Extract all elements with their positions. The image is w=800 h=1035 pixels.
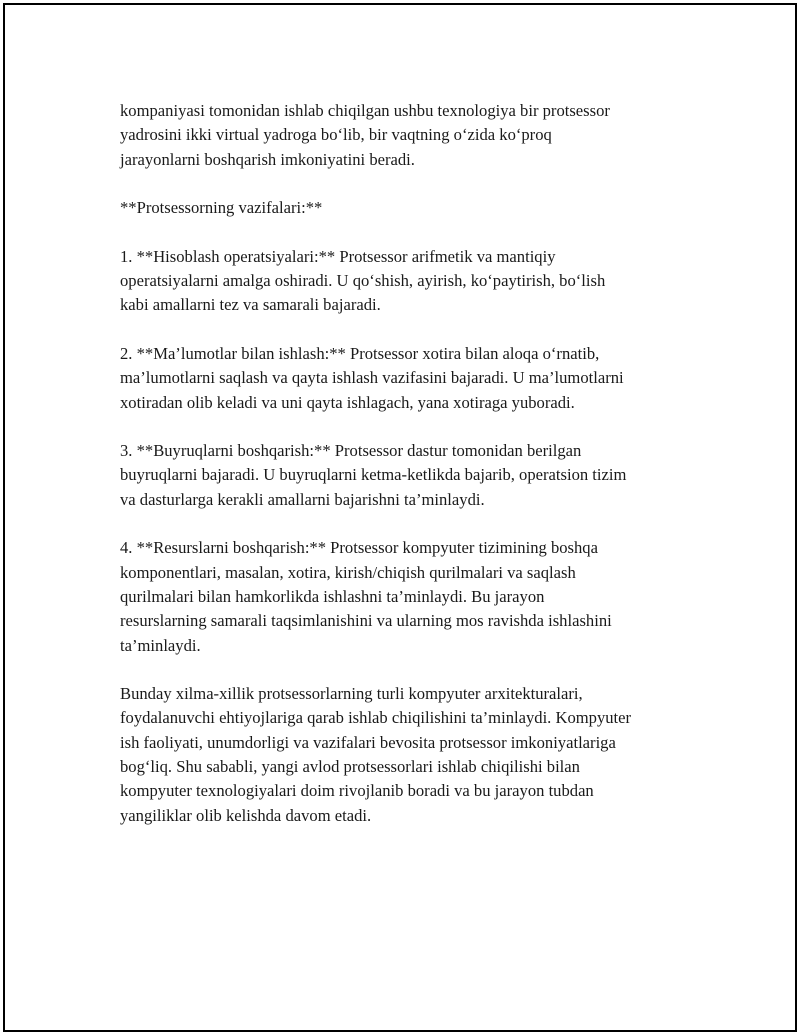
paragraph-conclusion: Bunday xilma-xillik protsessorlarning turli kompyuter arxitekturalari, foydalanuvchi ehtiyojlariga qarab ishlab chiqilishini ta’minlaydi. Kompyuter ish faoliyati, unumdorligi va vazifalari bevosita protsessor imkoniyatlariga bog‘liq. Shu sababli, yangi avlod protsessorlari ishlab chiqilishi bilan kompyuter texnologiyalari doim rivojlanib boradi va bu jarayon tubdan yangiliklar olib kelishda davom etadi. — [120, 684, 632, 825]
list-item-instruction-control: 3. **Buyruqlarni boshqarish:** Protsessor dastur tomonidan berilgan buyruqlarni bajaradi. U buyruqlarni ketma-ketlikda bajarib, operatsion tizim va dasturlarga kerakli amallarni bajarishni ta’minlaydi. — [120, 441, 627, 509]
paragraph-intro-continuation: kompaniyasi tomonidan ishlab chiqilgan ushbu texnologiya bir protsessor yadrosini ikki virtual yadroga bo‘lib, bir vaqtning o‘zida ko‘proq jarayonlarni boshqarish imkoniyatini beradi. — [120, 101, 610, 169]
list-item-resource-management: 4. **Resurslarni boshqarish:** Protsessor kompyuter tizimining boshqa komponentlari, masalan, xotira, kirish/chiqish qurilmalari va saqlash qurilmalari bilan hamkorlikda ishlashni ta’minlaydi. Bu jarayon resurslarning samarali taqsimlanishini va ularning mos ravishda ishlashini ta’minlaydi. — [120, 538, 612, 655]
section-heading-processor-functions: **Protsessorning vazifalari:** — [120, 198, 323, 218]
document-page — [3, 3, 797, 1032]
list-item-computation-operations: 1. **Hisoblash operatsiyalari:** Protsessor arifmetik va mantiqiy operatsiyalarni amalga oshiradi. U qo‘shish, ayirish, ko‘paytirish, bo‘lish kabi amallarni tez va samarali bajaradi. — [120, 246, 606, 315]
document-body — [120, 99, 700, 852]
list-item-data-handling: 2. **Ma’lumotlar bilan ishlash:** Protsessor xotira bilan aloqa o‘rnatib, ma’lumotlarni saqlash va qayta ishlash vazifasini bajaradi. U ma’lumotlarni xotiradan olib keladi va uni qayta ishlagach, yana xotiraga yuboradi. — [120, 343, 624, 412]
